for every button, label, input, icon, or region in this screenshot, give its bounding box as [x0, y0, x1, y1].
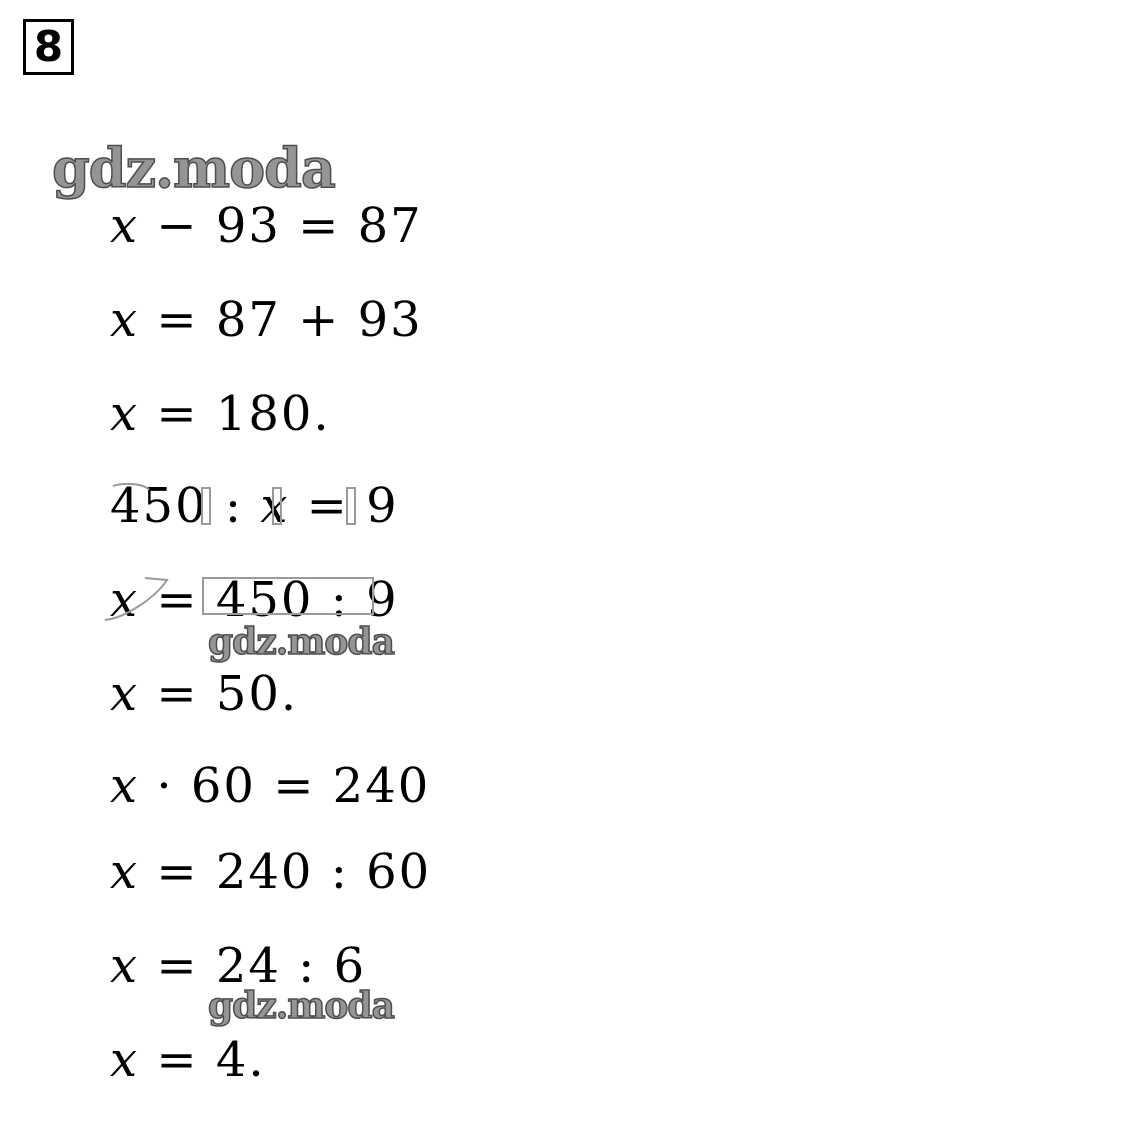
variable: x [110, 938, 140, 994]
equation-line [110, 386, 331, 442]
variable: x [110, 292, 140, 348]
equation-line [110, 292, 423, 348]
expression: · 60 = 240 [139, 758, 431, 814]
watermark-logo: gdz.moda [208, 621, 394, 663]
equation-list [110, 0, 710, 1144]
equation-line [110, 666, 298, 722]
equation-line [110, 1032, 266, 1088]
expression: = 87 + 93 [139, 292, 423, 348]
variable: x [110, 198, 140, 254]
task-number-box [23, 19, 74, 75]
equation-line [110, 198, 423, 254]
expression: = 240 : 60 [139, 844, 432, 900]
expression: 450 : [110, 478, 261, 534]
expression: = 50. [139, 666, 299, 722]
equation-line [110, 844, 431, 900]
equation-line [110, 572, 399, 628]
variable: x [260, 478, 290, 534]
expression: = 9 [289, 478, 399, 534]
variable: x [110, 758, 140, 814]
variable: x [110, 666, 140, 722]
expression: − 93 = 87 [139, 198, 423, 254]
expression: = 180. [139, 386, 331, 442]
equation-line [110, 758, 430, 814]
expression: = 24 : 6 [139, 938, 367, 994]
watermark-logo: gdz.moda [52, 136, 335, 200]
expression: = 450 : 9 [139, 572, 399, 628]
variable: x [110, 386, 140, 442]
expression: = 4. [139, 1032, 266, 1088]
watermark-logo: gdz.moda [208, 985, 394, 1027]
variable: x [110, 844, 140, 900]
equation-line [110, 478, 399, 534]
variable: x [110, 572, 140, 628]
variable: x [110, 1032, 140, 1088]
task-number: 8 [33, 22, 64, 71]
